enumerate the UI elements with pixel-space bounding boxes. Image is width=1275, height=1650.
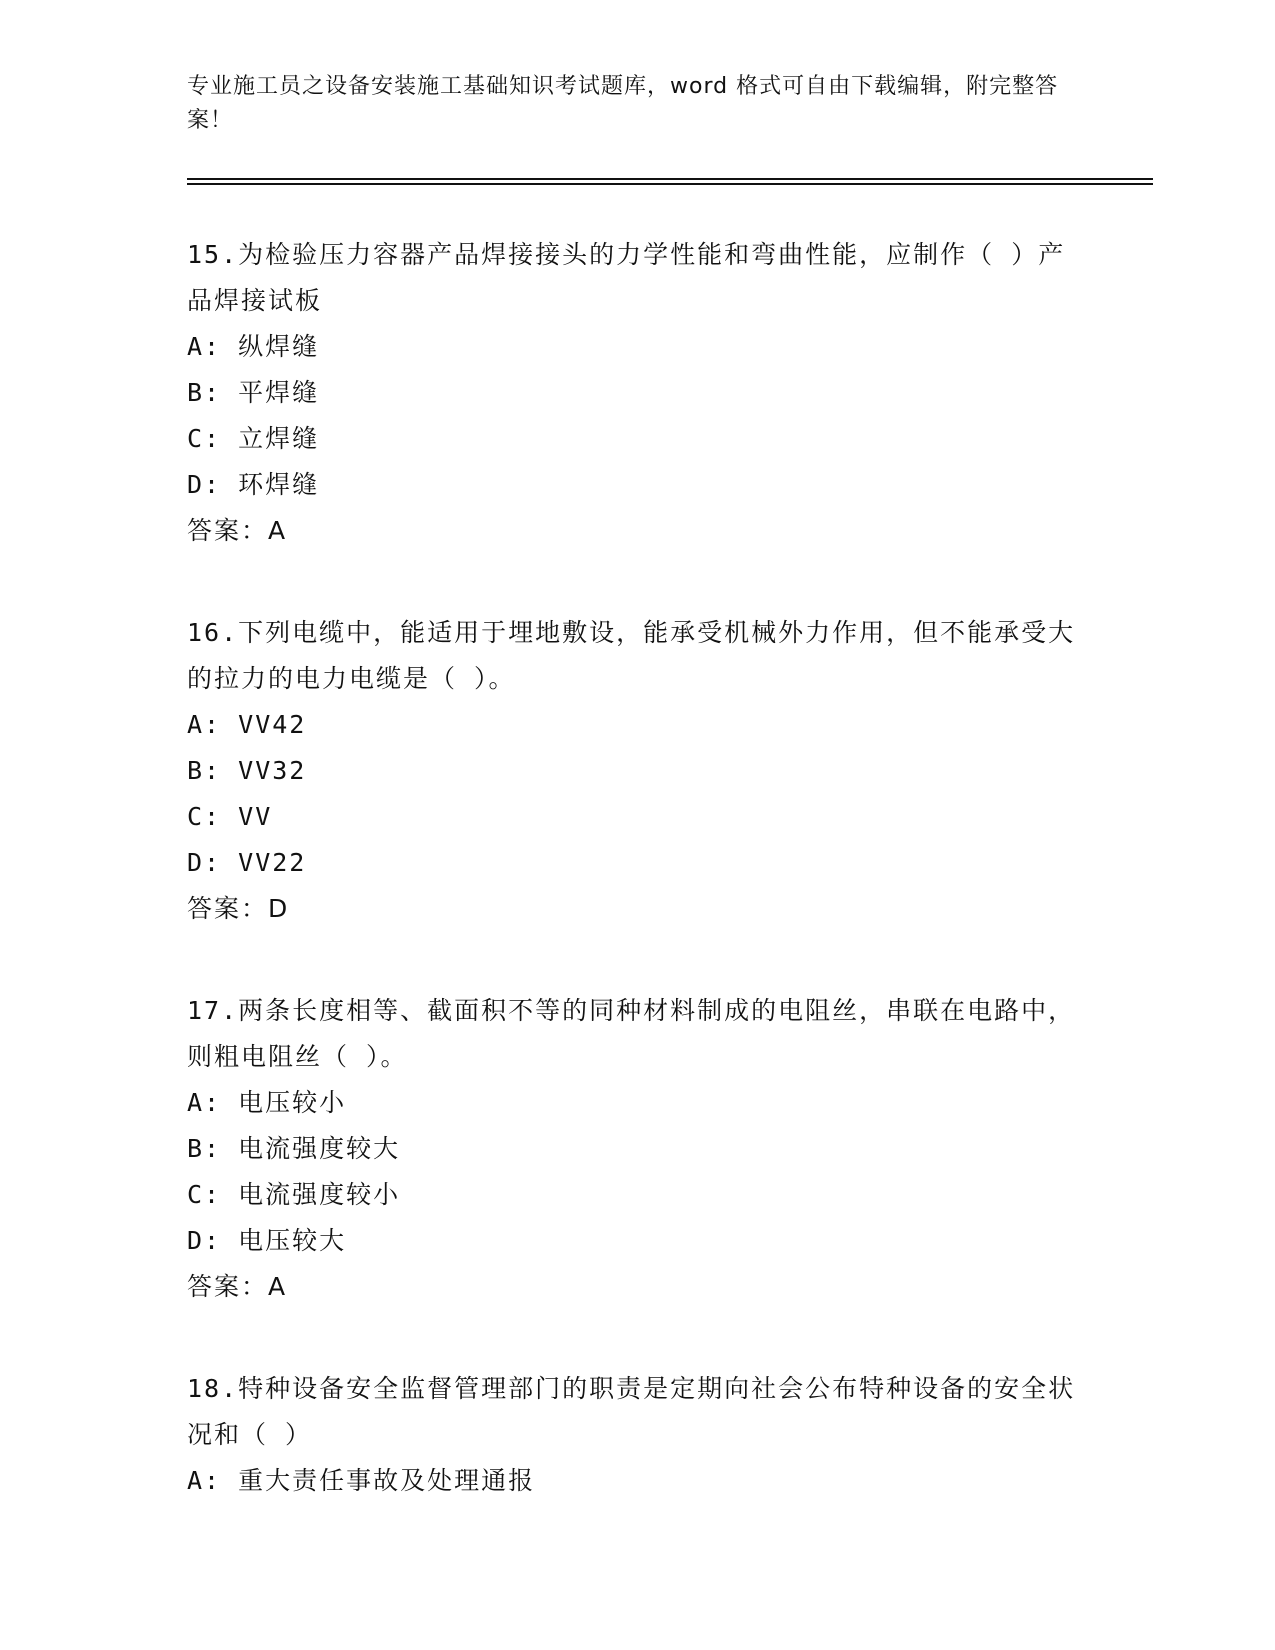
option-d: D: 电压较大	[187, 1226, 347, 1255]
document-header: 专业施工员之设备安装施工基础知识考试题库，word 格式可自由下载编辑，附完整答案！	[187, 74, 1059, 133]
question-stem: 18.特种设备安全监督管理部门的职责是定期向社会公布特种设备的安全状况和（ ）	[187, 1374, 1076, 1449]
answer-label: 答案：A	[187, 516, 288, 545]
question-stem: 16.下列电缆中，能适用于埋地敷设，能承受机械外力作用，但不能承受大的拉力的电力电缆是（ ）。	[187, 618, 1076, 693]
option-b: B: 平焊缝	[187, 378, 320, 407]
answer-label: 答案：A	[187, 1272, 288, 1301]
question-18	[187, 1366, 1087, 1504]
header-divider-top	[187, 178, 1153, 180]
answer-label: 答案：D	[187, 894, 290, 923]
option-d: D: VV22	[187, 848, 307, 877]
question-stem: 15.为检验压力容器产品焊接接头的力学性能和弯曲性能，应制作（ ）产品焊接试板	[187, 240, 1066, 315]
question-list	[187, 232, 1087, 1560]
question-16	[187, 610, 1087, 932]
option-d: D: 环焊缝	[187, 470, 320, 499]
option-c: C: 电流强度较小	[187, 1180, 401, 1209]
option-a: A: 纵焊缝	[187, 332, 320, 361]
option-c: C: VV	[187, 802, 273, 831]
option-b: B: VV32	[187, 756, 307, 785]
option-a: A: VV42	[187, 710, 307, 739]
question-stem: 17.两条长度相等、截面积不等的同种材料制成的电阻丝，串联在电路中，则粗电阻丝（ ）。	[187, 996, 1076, 1071]
option-a: A: 电压较小	[187, 1088, 347, 1117]
option-a: A: 重大责任事故及处理通报	[187, 1466, 536, 1495]
question-15	[187, 232, 1087, 554]
option-b: B: 电流强度较大	[187, 1134, 401, 1163]
header-divider-bottom	[187, 183, 1153, 185]
option-c: C: 立焊缝	[187, 424, 320, 453]
question-17	[187, 988, 1087, 1310]
